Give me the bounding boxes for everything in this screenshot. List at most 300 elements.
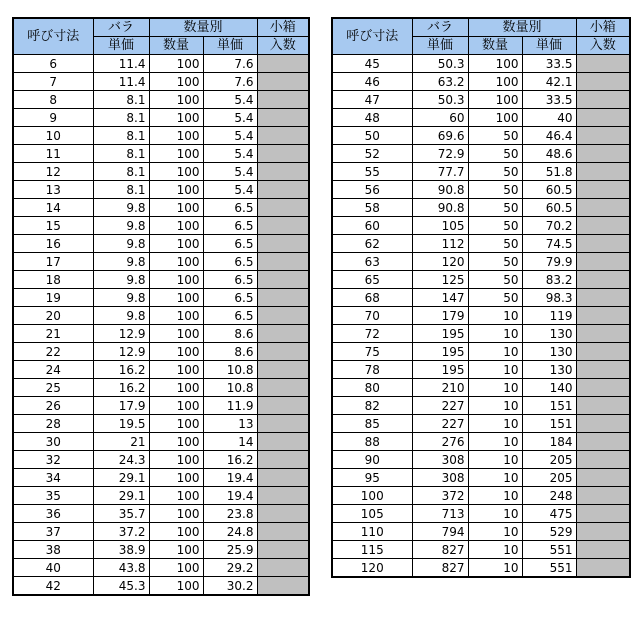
cell-qty: 50 (468, 217, 522, 235)
cell-qty-price: 25.9 (203, 541, 257, 559)
cell-box-count (257, 325, 309, 343)
cell-size: 100 (332, 487, 412, 505)
header-box-count: 入数 (257, 37, 309, 55)
cell-box-count (257, 505, 309, 523)
cell-box-count (576, 541, 630, 559)
cell-bara-price: 12.9 (93, 343, 149, 361)
table-row (13, 163, 309, 181)
cell-qty-price: 6.5 (203, 217, 257, 235)
table-row (13, 487, 309, 505)
cell-bara-price: 69.6 (412, 127, 468, 145)
cell-qty: 100 (149, 271, 203, 289)
table-row (332, 469, 630, 487)
cell-qty-price: 529 (522, 523, 576, 541)
cell-box-count (576, 109, 630, 127)
cell-qty: 100 (149, 163, 203, 181)
table-row (332, 289, 630, 307)
cell-size: 18 (13, 271, 93, 289)
table-row (332, 199, 630, 217)
cell-size: 82 (332, 397, 412, 415)
header-qty-price: 単価 (522, 37, 576, 55)
cell-size: 12 (13, 163, 93, 181)
header-bara: バラ (93, 18, 149, 37)
table-row (13, 433, 309, 451)
price-table-right (331, 17, 631, 578)
cell-box-count (257, 145, 309, 163)
cell-qty: 100 (149, 577, 203, 596)
table-row (13, 199, 309, 217)
cell-box-count (576, 289, 630, 307)
cell-bara-price: 50.3 (412, 91, 468, 109)
cell-qty-price: 23.8 (203, 505, 257, 523)
table-row (332, 73, 630, 91)
cell-qty-price: 40 (522, 109, 576, 127)
cell-qty: 10 (468, 469, 522, 487)
cell-bara-price: 90.8 (412, 199, 468, 217)
table-row (13, 235, 309, 253)
table-row (332, 487, 630, 505)
cell-qty: 10 (468, 343, 522, 361)
cell-size: 8 (13, 91, 93, 109)
cell-size: 19 (13, 289, 93, 307)
cell-qty: 100 (149, 433, 203, 451)
cell-qty-price: 33.5 (522, 55, 576, 73)
cell-box-count (257, 127, 309, 145)
table-row (13, 109, 309, 127)
table-row (332, 559, 630, 578)
cell-bara-price: 794 (412, 523, 468, 541)
cell-qty: 100 (149, 307, 203, 325)
cell-box-count (576, 523, 630, 541)
table-row (332, 271, 630, 289)
cell-qty-price: 130 (522, 361, 576, 379)
cell-qty: 100 (468, 91, 522, 109)
cell-box-count (576, 487, 630, 505)
table-row (13, 55, 309, 73)
cell-qty: 100 (468, 109, 522, 127)
table-row (332, 163, 630, 181)
cell-bara-price: 29.1 (93, 487, 149, 505)
cell-qty-price: 205 (522, 469, 576, 487)
cell-box-count (257, 163, 309, 181)
cell-box-count (257, 523, 309, 541)
table-row (332, 325, 630, 343)
header-qty-group: 数量別 (149, 18, 257, 37)
cell-qty-price: 475 (522, 505, 576, 523)
cell-size: 21 (13, 325, 93, 343)
cell-qty: 50 (468, 181, 522, 199)
cell-size: 7 (13, 73, 93, 91)
cell-box-count (576, 199, 630, 217)
cell-bara-price: 210 (412, 379, 468, 397)
cell-box-count (257, 343, 309, 361)
table-row (332, 397, 630, 415)
cell-qty-price: 51.8 (522, 163, 576, 181)
cell-bara-price: 11.4 (93, 55, 149, 73)
cell-bara-price: 147 (412, 289, 468, 307)
cell-qty: 100 (149, 541, 203, 559)
header-size: 呼び寸法 (332, 18, 412, 55)
cell-qty-price: 42.1 (522, 73, 576, 91)
cell-box-count (576, 325, 630, 343)
cell-qty-price: 6.5 (203, 307, 257, 325)
cell-qty: 100 (149, 109, 203, 127)
table-row (332, 55, 630, 73)
table-row (13, 307, 309, 325)
cell-qty: 10 (468, 541, 522, 559)
cell-box-count (576, 307, 630, 325)
cell-qty-price: 551 (522, 559, 576, 578)
cell-qty: 100 (149, 415, 203, 433)
table-row (13, 523, 309, 541)
cell-size: 60 (332, 217, 412, 235)
cell-box-count (576, 73, 630, 91)
header-qty: 数量 (149, 37, 203, 55)
cell-qty: 10 (468, 505, 522, 523)
cell-box-count (257, 253, 309, 271)
cell-box-count (576, 469, 630, 487)
table-row (332, 307, 630, 325)
cell-qty: 100 (149, 361, 203, 379)
cell-qty-price: 7.6 (203, 55, 257, 73)
cell-size: 50 (332, 127, 412, 145)
cell-size: 28 (13, 415, 93, 433)
cell-qty: 10 (468, 559, 522, 578)
cell-bara-price: 77.7 (412, 163, 468, 181)
cell-qty-price: 10.8 (203, 379, 257, 397)
cell-box-count (576, 145, 630, 163)
cell-qty-price: 16.2 (203, 451, 257, 469)
cell-box-count (257, 451, 309, 469)
table-row (332, 91, 630, 109)
cell-bara-price: 308 (412, 451, 468, 469)
cell-qty: 10 (468, 451, 522, 469)
header-box: 小箱 (257, 18, 309, 37)
cell-bara-price: 9.8 (93, 235, 149, 253)
cell-bara-price: 50.3 (412, 55, 468, 73)
cell-box-count (576, 505, 630, 523)
cell-qty: 100 (149, 145, 203, 163)
cell-size: 58 (332, 199, 412, 217)
table-row (332, 415, 630, 433)
cell-qty: 10 (468, 307, 522, 325)
cell-qty: 100 (149, 397, 203, 415)
cell-box-count (576, 91, 630, 109)
cell-box-count (257, 73, 309, 91)
cell-bara-price: 308 (412, 469, 468, 487)
cell-qty-price: 8.6 (203, 343, 257, 361)
cell-box-count (257, 271, 309, 289)
cell-size: 55 (332, 163, 412, 181)
cell-bara-price: 8.1 (93, 91, 149, 109)
cell-qty-price: 6.5 (203, 271, 257, 289)
table-row (332, 109, 630, 127)
cell-qty: 100 (149, 253, 203, 271)
cell-size: 90 (332, 451, 412, 469)
cell-qty-price: 98.3 (522, 289, 576, 307)
cell-bara-price: 195 (412, 325, 468, 343)
cell-size: 40 (13, 559, 93, 577)
cell-qty: 100 (149, 505, 203, 523)
cell-qty: 100 (149, 487, 203, 505)
cell-qty: 100 (149, 379, 203, 397)
cell-qty-price: 205 (522, 451, 576, 469)
cell-qty-price: 19.4 (203, 487, 257, 505)
cell-bara-price: 8.1 (93, 163, 149, 181)
cell-qty: 100 (149, 523, 203, 541)
cell-box-count (257, 397, 309, 415)
cell-qty: 10 (468, 433, 522, 451)
cell-bara-price: 827 (412, 559, 468, 578)
cell-size: 115 (332, 541, 412, 559)
cell-bara-price: 16.2 (93, 361, 149, 379)
cell-box-count (257, 433, 309, 451)
cell-size: 72 (332, 325, 412, 343)
cell-qty-price: 151 (522, 397, 576, 415)
table-row (332, 541, 630, 559)
table-row (332, 343, 630, 361)
cell-qty-price: 6.5 (203, 253, 257, 271)
cell-bara-price: 827 (412, 541, 468, 559)
cell-qty-price: 5.4 (203, 163, 257, 181)
cell-qty-price: 13 (203, 415, 257, 433)
cell-size: 36 (13, 505, 93, 523)
cell-bara-price: 16.2 (93, 379, 149, 397)
table-row (13, 361, 309, 379)
cell-box-count (576, 559, 630, 578)
cell-size: 52 (332, 145, 412, 163)
cell-bara-price: 179 (412, 307, 468, 325)
price-table-left (12, 17, 310, 596)
cell-size: 80 (332, 379, 412, 397)
cell-qty: 100 (149, 469, 203, 487)
cell-qty-price: 184 (522, 433, 576, 451)
cell-size: 47 (332, 91, 412, 109)
table-row (332, 253, 630, 271)
header-qty-group: 数量別 (468, 18, 576, 37)
cell-qty: 10 (468, 361, 522, 379)
cell-box-count (257, 109, 309, 127)
cell-size: 63 (332, 253, 412, 271)
header-bara-price: 単価 (93, 37, 149, 55)
cell-qty-price: 60.5 (522, 199, 576, 217)
cell-qty-price: 74.5 (522, 235, 576, 253)
cell-qty: 100 (149, 235, 203, 253)
cell-qty: 100 (468, 73, 522, 91)
cell-qty: 10 (468, 415, 522, 433)
cell-size: 48 (332, 109, 412, 127)
cell-qty-price: 130 (522, 325, 576, 343)
cell-bara-price: 227 (412, 397, 468, 415)
cell-qty: 10 (468, 397, 522, 415)
cell-size: 11 (13, 145, 93, 163)
cell-qty: 10 (468, 325, 522, 343)
cell-size: 37 (13, 523, 93, 541)
cell-bara-price: 9.8 (93, 271, 149, 289)
cell-bara-price: 43.8 (93, 559, 149, 577)
cell-size: 56 (332, 181, 412, 199)
cell-qty: 100 (149, 343, 203, 361)
cell-size: 42 (13, 577, 93, 596)
table-row (13, 541, 309, 559)
cell-qty: 50 (468, 145, 522, 163)
cell-qty: 100 (149, 559, 203, 577)
cell-size: 34 (13, 469, 93, 487)
table-header (332, 18, 630, 55)
cell-qty: 100 (468, 55, 522, 73)
cell-qty-price: 29.2 (203, 559, 257, 577)
cell-bara-price: 195 (412, 361, 468, 379)
cell-bara-price: 9.8 (93, 253, 149, 271)
cell-qty: 100 (149, 91, 203, 109)
cell-qty: 100 (149, 289, 203, 307)
cell-box-count (576, 415, 630, 433)
header-qty: 数量 (468, 37, 522, 55)
cell-qty: 100 (149, 325, 203, 343)
cell-size: 75 (332, 343, 412, 361)
cell-box-count (257, 55, 309, 73)
table-row (332, 379, 630, 397)
cell-box-count (576, 217, 630, 235)
table-row (332, 127, 630, 145)
cell-size: 70 (332, 307, 412, 325)
cell-box-count (576, 127, 630, 145)
cell-size: 38 (13, 541, 93, 559)
cell-size: 95 (332, 469, 412, 487)
cell-bara-price: 8.1 (93, 181, 149, 199)
table-row (13, 253, 309, 271)
table-header (13, 18, 309, 55)
cell-bara-price: 227 (412, 415, 468, 433)
cell-bara-price: 29.1 (93, 469, 149, 487)
table-row (13, 271, 309, 289)
cell-size: 30 (13, 433, 93, 451)
cell-size: 35 (13, 487, 93, 505)
cell-bara-price: 9.8 (93, 307, 149, 325)
cell-qty: 50 (468, 127, 522, 145)
table-row (13, 397, 309, 415)
cell-bara-price: 372 (412, 487, 468, 505)
header-box-count: 入数 (576, 37, 630, 55)
cell-qty: 100 (149, 451, 203, 469)
cell-bara-price: 35.7 (93, 505, 149, 523)
cell-qty-price: 14 (203, 433, 257, 451)
cell-box-count (257, 487, 309, 505)
table-row (332, 451, 630, 469)
cell-bara-price: 8.1 (93, 127, 149, 145)
cell-box-count (257, 559, 309, 577)
cell-bara-price: 12.9 (93, 325, 149, 343)
table-row (332, 505, 630, 523)
cell-size: 46 (332, 73, 412, 91)
cell-box-count (576, 235, 630, 253)
table-row (13, 289, 309, 307)
table-row (332, 145, 630, 163)
cell-bara-price: 17.9 (93, 397, 149, 415)
cell-box-count (576, 55, 630, 73)
table-row (13, 73, 309, 91)
cell-size: 45 (332, 55, 412, 73)
cell-qty-price: 30.2 (203, 577, 257, 596)
cell-box-count (576, 163, 630, 181)
header-qty-price: 単価 (203, 37, 257, 55)
cell-box-count (257, 415, 309, 433)
cell-box-count (576, 253, 630, 271)
cell-qty: 50 (468, 235, 522, 253)
cell-qty: 50 (468, 271, 522, 289)
table-row (13, 379, 309, 397)
table-row (13, 217, 309, 235)
cell-qty-price: 10.8 (203, 361, 257, 379)
header-size: 呼び寸法 (13, 18, 93, 55)
cell-qty-price: 140 (522, 379, 576, 397)
cell-box-count (257, 577, 309, 596)
cell-box-count (576, 433, 630, 451)
cell-box-count (576, 379, 630, 397)
cell-box-count (257, 91, 309, 109)
table-row (13, 145, 309, 163)
cell-qty: 100 (149, 73, 203, 91)
cell-qty-price: 48.6 (522, 145, 576, 163)
cell-size: 10 (13, 127, 93, 145)
cell-qty: 100 (149, 181, 203, 199)
table-row (13, 181, 309, 199)
cell-bara-price: 112 (412, 235, 468, 253)
cell-size: 68 (332, 289, 412, 307)
cell-qty-price: 119 (522, 307, 576, 325)
table-row (332, 523, 630, 541)
header-bara-price: 単価 (412, 37, 468, 55)
cell-qty: 100 (149, 217, 203, 235)
cell-size: 105 (332, 505, 412, 523)
cell-bara-price: 125 (412, 271, 468, 289)
cell-box-count (257, 235, 309, 253)
cell-size: 32 (13, 451, 93, 469)
cell-size: 26 (13, 397, 93, 415)
cell-size: 85 (332, 415, 412, 433)
cell-size: 24 (13, 361, 93, 379)
cell-bara-price: 21 (93, 433, 149, 451)
cell-box-count (257, 289, 309, 307)
cell-box-count (576, 361, 630, 379)
cell-box-count (257, 541, 309, 559)
cell-size: 9 (13, 109, 93, 127)
cell-qty: 50 (468, 253, 522, 271)
cell-qty-price: 33.5 (522, 91, 576, 109)
table-row (13, 325, 309, 343)
cell-size: 17 (13, 253, 93, 271)
cell-qty-price: 5.4 (203, 109, 257, 127)
cell-bara-price: 37.2 (93, 523, 149, 541)
table-row (332, 433, 630, 451)
table-row (13, 577, 309, 596)
cell-qty-price: 83.2 (522, 271, 576, 289)
cell-bara-price: 195 (412, 343, 468, 361)
cell-box-count (257, 379, 309, 397)
cell-bara-price: 19.5 (93, 415, 149, 433)
cell-size: 16 (13, 235, 93, 253)
table-row (332, 361, 630, 379)
table-row (332, 217, 630, 235)
cell-qty-price: 79.9 (522, 253, 576, 271)
cell-size: 13 (13, 181, 93, 199)
cell-bara-price: 9.8 (93, 289, 149, 307)
table-row (332, 235, 630, 253)
cell-bara-price: 9.8 (93, 217, 149, 235)
cell-qty-price: 46.4 (522, 127, 576, 145)
table-row (13, 559, 309, 577)
cell-bara-price: 24.3 (93, 451, 149, 469)
